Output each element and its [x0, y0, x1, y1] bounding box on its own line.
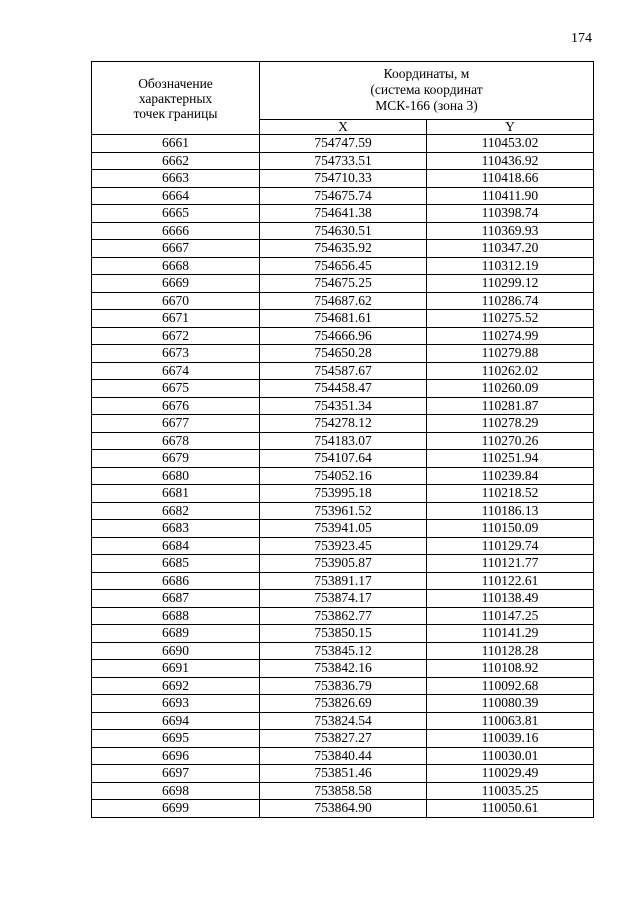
point-id-cell: 6696: [92, 747, 260, 765]
table-row: [92, 415, 594, 433]
y-coordinate-cell: 110398.74: [427, 205, 594, 223]
point-id-cell: 6662: [92, 152, 260, 170]
y-coordinate-cell: 110039.16: [427, 730, 594, 748]
table-row: [92, 730, 594, 748]
point-id-cell: 6694: [92, 712, 260, 730]
point-id-cell: 6674: [92, 362, 260, 380]
y-coordinate-cell: 110251.94: [427, 450, 594, 468]
coords-header-line-2: (система координат: [370, 82, 483, 98]
y-coordinate-cell: 110275.52: [427, 310, 594, 328]
table-row: [92, 695, 594, 713]
table-row: [92, 222, 594, 240]
x-coordinate-cell: 754687.62: [260, 292, 427, 310]
point-id-cell: 6695: [92, 730, 260, 748]
y-coordinate-cell: 110128.28: [427, 642, 594, 660]
table-row: [92, 240, 594, 258]
y-coordinate-cell: 110186.13: [427, 502, 594, 520]
y-coordinate-cell: 110260.09: [427, 380, 594, 398]
y-coordinate-cell: 110080.39: [427, 695, 594, 713]
x-coordinate-cell: 753840.44: [260, 747, 427, 765]
point-id-cell: 6697: [92, 765, 260, 783]
x-coordinate-cell: 753827.27: [260, 730, 427, 748]
x-coordinate-cell: 754183.07: [260, 432, 427, 450]
point-id-cell: 6699: [92, 800, 260, 818]
x-coordinate-cell: 754052.16: [260, 467, 427, 485]
y-coordinate-cell: 110453.02: [427, 135, 594, 153]
y-coordinate-cell: 110063.81: [427, 712, 594, 730]
x-coordinate-cell: 753858.58: [260, 782, 427, 800]
point-id-cell: 6693: [92, 695, 260, 713]
x-coordinate-cell: 754278.12: [260, 415, 427, 433]
x-coordinate-cell: 753891.17: [260, 572, 427, 590]
x-coordinate-cell: 753874.17: [260, 590, 427, 608]
table-row: [92, 502, 594, 520]
y-coordinate-cell: 110092.68: [427, 677, 594, 695]
y-coordinate-cell: 110411.90: [427, 187, 594, 205]
y-coordinate-cell: 110029.49: [427, 765, 594, 783]
y-coordinate-cell: 110239.84: [427, 467, 594, 485]
x-coordinate-cell: 754641.38: [260, 205, 427, 223]
table-row: [92, 275, 594, 293]
y-coordinate-cell: 110299.12: [427, 275, 594, 293]
y-coordinate-cell: 110141.29: [427, 625, 594, 643]
point-id-cell: 6667: [92, 240, 260, 258]
point-id-cell: 6692: [92, 677, 260, 695]
table-row: [92, 170, 594, 188]
x-column-header: X: [260, 119, 427, 134]
y-coordinate-cell: 110281.87: [427, 397, 594, 415]
x-coordinate-cell: 753850.15: [260, 625, 427, 643]
table-row: [92, 677, 594, 695]
table-row: [92, 205, 594, 223]
point-id-cell: 6690: [92, 642, 260, 660]
x-coordinate-cell: 753845.12: [260, 642, 427, 660]
point-id-cell: 6675: [92, 380, 260, 398]
table-row: [92, 800, 594, 818]
point-id-cell: 6673: [92, 345, 260, 363]
x-coordinate-cell: 754351.34: [260, 397, 427, 415]
table-row: [92, 782, 594, 800]
y-coordinate-cell: 110262.02: [427, 362, 594, 380]
y-coordinate-cell: 110312.19: [427, 257, 594, 275]
point-id-cell: 6666: [92, 222, 260, 240]
coords-header-line-3: МСК-166 (зона 3): [375, 98, 478, 114]
table-row: [92, 345, 594, 363]
y-coordinate-cell: 110035.25: [427, 782, 594, 800]
point-id-cell: 6664: [92, 187, 260, 205]
table-row: [92, 590, 594, 608]
y-coordinate-cell: 110347.20: [427, 240, 594, 258]
y-coordinate-cell: 110138.49: [427, 590, 594, 608]
point-id-cell: 6663: [92, 170, 260, 188]
x-coordinate-cell: 754458.47: [260, 380, 427, 398]
table-row: [92, 292, 594, 310]
table-row: [92, 537, 594, 555]
point-id-cell: 6691: [92, 660, 260, 678]
page-number: 174: [571, 31, 592, 46]
x-coordinate-cell: 753826.69: [260, 695, 427, 713]
table-row: [92, 625, 594, 643]
x-coordinate-cell: 753961.52: [260, 502, 427, 520]
point-id-cell: 6682: [92, 502, 260, 520]
y-coordinate-cell: 110418.66: [427, 170, 594, 188]
table-header: [92, 62, 594, 135]
point-id-cell: 6686: [92, 572, 260, 590]
coordinates-table: [91, 61, 594, 818]
table-row: [92, 642, 594, 660]
x-coordinate-cell: 753941.05: [260, 520, 427, 538]
y-coordinate-cell: 110278.29: [427, 415, 594, 433]
x-coordinate-cell: 754710.33: [260, 170, 427, 188]
y-coordinate-cell: 110218.52: [427, 485, 594, 503]
point-id-cell: 6689: [92, 625, 260, 643]
table-row: [92, 310, 594, 328]
y-coordinate-cell: 110150.09: [427, 520, 594, 538]
x-coordinate-cell: 753842.16: [260, 660, 427, 678]
table-row: [92, 327, 594, 345]
x-coordinate-cell: 753836.79: [260, 677, 427, 695]
x-coordinate-cell: 753923.45: [260, 537, 427, 555]
x-coordinate-cell: 754747.59: [260, 135, 427, 153]
table-row: [92, 380, 594, 398]
point-id-cell: 6671: [92, 310, 260, 328]
table-row: [92, 712, 594, 730]
table-row: [92, 485, 594, 503]
table-row: [92, 152, 594, 170]
y-coordinate-cell: 110122.61: [427, 572, 594, 590]
x-coordinate-cell: 754675.74: [260, 187, 427, 205]
point-id-cell: 6681: [92, 485, 260, 503]
point-id-cell: 6688: [92, 607, 260, 625]
table-row: [92, 572, 594, 590]
point-id-cell: 6677: [92, 415, 260, 433]
point-id-cell: 6669: [92, 275, 260, 293]
coordinates-group-header: [260, 62, 594, 120]
point-designation-header: [92, 62, 260, 135]
coords-header-line-1: Координаты, м: [383, 66, 470, 82]
table-row: [92, 187, 594, 205]
table-row: [92, 467, 594, 485]
point-id-cell: 6676: [92, 397, 260, 415]
point-header-line-3: точек границы: [133, 105, 218, 121]
x-coordinate-cell: 753824.54: [260, 712, 427, 730]
x-coordinate-cell: 754587.67: [260, 362, 427, 380]
y-coordinate-cell: 110050.61: [427, 800, 594, 818]
table-row: [92, 660, 594, 678]
y-coordinate-cell: 110129.74: [427, 537, 594, 555]
y-coordinate-cell: 110279.88: [427, 345, 594, 363]
y-coordinate-cell: 110030.01: [427, 747, 594, 765]
y-coordinate-cell: 110286.74: [427, 292, 594, 310]
table-body: [92, 135, 594, 818]
table-row: [92, 747, 594, 765]
point-id-cell: 6680: [92, 467, 260, 485]
x-coordinate-cell: 753905.87: [260, 555, 427, 573]
table-row: [92, 257, 594, 275]
table-row: [92, 607, 594, 625]
x-coordinate-cell: 754681.61: [260, 310, 427, 328]
y-column-header: Y: [427, 119, 594, 134]
table-row: [92, 135, 594, 153]
point-id-cell: 6665: [92, 205, 260, 223]
table-row: [92, 397, 594, 415]
x-coordinate-cell: 754107.64: [260, 450, 427, 468]
x-coordinate-cell: 754656.45: [260, 257, 427, 275]
y-coordinate-cell: 110121.77: [427, 555, 594, 573]
x-coordinate-cell: 754630.51: [260, 222, 427, 240]
point-id-cell: 6698: [92, 782, 260, 800]
x-coordinate-cell: 754675.25: [260, 275, 427, 293]
y-coordinate-cell: 110108.92: [427, 660, 594, 678]
point-id-cell: 6672: [92, 327, 260, 345]
point-id-cell: 6687: [92, 590, 260, 608]
point-id-cell: 6670: [92, 292, 260, 310]
point-header-line-2: характерных: [138, 90, 213, 106]
point-id-cell: 6685: [92, 555, 260, 573]
point-id-cell: 6668: [92, 257, 260, 275]
y-coordinate-cell: 110270.26: [427, 432, 594, 450]
point-header-line-1: Обозначение: [138, 75, 213, 91]
table-row: [92, 520, 594, 538]
table-row: [92, 362, 594, 380]
point-id-cell: 6661: [92, 135, 260, 153]
y-coordinate-cell: 110274.99: [427, 327, 594, 345]
table-row: [92, 450, 594, 468]
point-id-cell: 6678: [92, 432, 260, 450]
x-coordinate-cell: 753995.18: [260, 485, 427, 503]
x-coordinate-cell: 754650.28: [260, 345, 427, 363]
x-coordinate-cell: 753864.90: [260, 800, 427, 818]
x-coordinate-cell: 754666.96: [260, 327, 427, 345]
x-coordinate-cell: 753851.46: [260, 765, 427, 783]
point-id-cell: 6684: [92, 537, 260, 555]
x-coordinate-cell: 754635.92: [260, 240, 427, 258]
y-coordinate-cell: 110369.93: [427, 222, 594, 240]
x-coordinate-cell: 754733.51: [260, 152, 427, 170]
point-id-cell: 6679: [92, 450, 260, 468]
x-coordinate-cell: 753862.77: [260, 607, 427, 625]
y-coordinate-cell: 110436.92: [427, 152, 594, 170]
table-row: [92, 765, 594, 783]
table-row: [92, 432, 594, 450]
table-row: [92, 555, 594, 573]
y-coordinate-cell: 110147.25: [427, 607, 594, 625]
point-id-cell: 6683: [92, 520, 260, 538]
